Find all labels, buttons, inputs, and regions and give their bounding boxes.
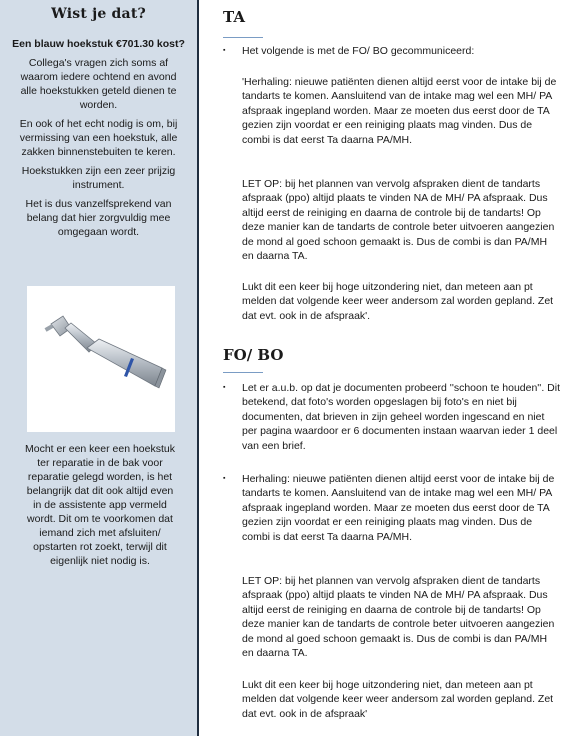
heading-divider bbox=[223, 372, 263, 373]
sidebar-paragraph: En ook of het echt nodig is om, bij vermissing van een hoekstuk, alle zakken binnenstebuiten te keren. bbox=[19, 118, 178, 158]
bullet-icon: ▪ bbox=[223, 47, 226, 54]
fo-bo-paragraph-3: Lukt dit een keer bij hoge uitzondering niet, dan meteen aan pt melden dat volgende keer weer andersom zal worden gepland. Zet dat evt. ook in de afspraak' bbox=[242, 679, 554, 720]
ta-paragraph-3: Lukt dit een keer bij hoge uitzondering niet, dan meteen aan pt melden dat volgende keer weer andersom zal worden gepland. Zet dat evt. ook in de afspraak'. bbox=[242, 281, 554, 322]
dental-handpiece-icon bbox=[27, 286, 175, 432]
bullet-icon: ▪ bbox=[223, 475, 226, 482]
info-sidebar bbox=[0, 0, 199, 736]
sidebar-subtitle: Een blauw hoekstuk €701.30 kost? bbox=[12, 38, 185, 50]
sidebar-paragraph: Het is dus vanzelfsprekend van belang dat hier zorgvuldig mee omgegaan wordt. bbox=[25, 198, 172, 238]
fo-bo-paragraph-2: LET OP: bij het plannen van vervolg afspraken dient de tandarts afspraak (ppo) altijd plaats te vinden NA de MH/ PA afspraak. Dus altijd eerst de reiniging en daarna de controle bij de tandarts! Op deze manier kan de tandarts de controle beter uitvoeren aangezien de mond al goed schoon gemaakt is. Dus de combi is dan PA/MH en daarna TA. bbox=[242, 575, 555, 660]
section-heading-fo-bo: FO/ BO bbox=[223, 346, 284, 364]
ta-paragraph-1: 'Herhaling: nieuwe patiënten dienen altijd eerst voor de intake bij de tandarts te komen. Aansluitend van de intake mag wel een MH/ PA afspraak ingepland worden. Maar ze moeten dus eerst door de TA gezien zijn voordat er een reiniging plaats mag vinden. Dus de combi is dat eerst Ta daarna PA/MH. bbox=[242, 76, 557, 146]
sidebar-paragraph: Hoekstukken zijn een zeer prijzig instrument. bbox=[21, 165, 176, 191]
heading-divider bbox=[223, 37, 263, 38]
sidebar-title: Wist je dat? bbox=[51, 6, 146, 22]
bullet-icon: ▪ bbox=[223, 384, 226, 391]
sidebar-paragraph: Collega's vragen zich soms af waarom iedere ochtend en avond alle hoekstukken geteld dienen te worden. bbox=[20, 57, 177, 111]
ta-paragraph-2: LET OP: bij het plannen van vervolg afspraken dient de tandarts afspraak (ppo) altijd plaats te vinden NA de MH/ PA afspraak. Dus altijd eerst de reiniging en daarna de controle bij de tandarts! Op deze manier kan de tandarts de controle beter uitvoeren aangezien de mond al goed schoon gemaakt is. Dus de combi is dan PA/MH en daarna TA. bbox=[242, 178, 555, 263]
fo-bo-intro: Let er a.u.b. op dat je documenten probeerd ''schoon te houden''. Dit betekend, dat foto's worden opgeslagen bij foto's en niet bij documenten, dat brieven in zijn geheel worden ingescand en niet per pagina waardoor er 6 documenten instaan waarvan ieder 1 deel van een brief. bbox=[242, 382, 560, 452]
ta-intro: Het volgende is met de FO/ BO gecommuniceerd: bbox=[242, 45, 475, 57]
fo-bo-paragraph-1: Herhaling: nieuwe patiënten dienen altijd eerst voor de intake bij de tandarts te komen. Aansluitend van de intake mag wel een MH/ PA afspraak ingepland worden. Maar ze moeten dus eerst door de TA gezien zijn voordat er een reiniging plaats mag vinden. Dus de combi is dat eerst Ta daarna PA/MH. bbox=[242, 473, 555, 543]
handpiece-photo bbox=[27, 286, 175, 432]
section-heading-ta: TA bbox=[223, 8, 245, 26]
sidebar-bottom-text: Mocht er een keer een hoekstuk ter reparatie in de bak voor reparatie gelegd worden, is het belangrijk dat dit ook altijd even in de assistente app vermeld wordt. Dit om te voorkomen dat iemand zich met afsluiten/ opstarten rot zoekt, terwijl dit eigenlijk niet nodig is. bbox=[24, 443, 175, 567]
